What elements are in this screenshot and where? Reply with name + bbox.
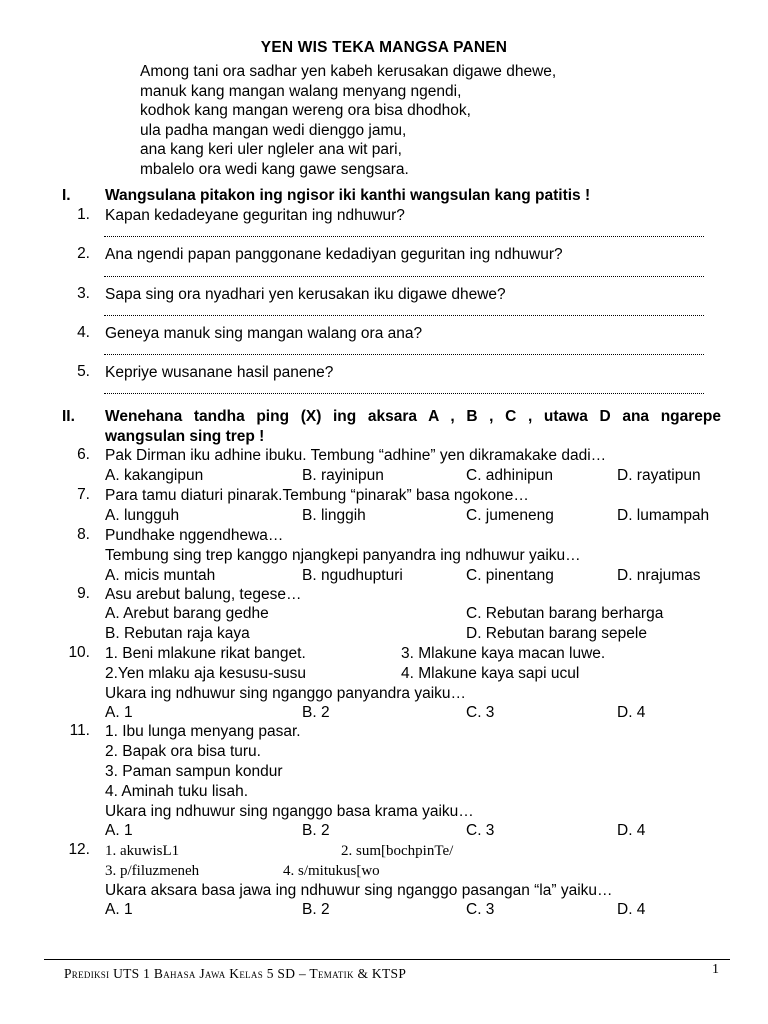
question-text: Ukara aksara basa jawa ing ndhuwur sing nganggo pasangan “la” yaiku… <box>105 882 613 899</box>
section-1-instruction: Wangsulana pitakon ing ngisor iki kanthi wangsulan kang patitis ! <box>105 187 591 204</box>
statement-item: 1. Beni mlakune rikat banget. <box>105 645 306 662</box>
option-b[interactable]: B. 2 <box>302 901 330 918</box>
question-text: Tembung sing trep kanggo njangkepi panyandra ing ndhuwur yaiku… <box>105 547 581 564</box>
option-c[interactable]: C. Rebutan barang berharga <box>466 605 664 622</box>
question-number: 5. <box>77 363 90 380</box>
question-number: 9. <box>77 585 90 602</box>
section-2-number: II. <box>62 408 75 425</box>
question-text: Pundhake nggendhewa… <box>105 527 284 544</box>
option-a[interactable]: A. 1 <box>105 822 133 839</box>
footer-text: Prediksi UTS 1 Bahasa Jawa Kelas 5 SD – Tematik & KTSP <box>64 966 407 981</box>
statement-item: 2.Yen mlaku aja kesusu-susu <box>105 665 307 682</box>
option-c[interactable]: C. 3 <box>466 901 495 918</box>
javanese-script-item: 1. akuwisL1 <box>105 843 180 859</box>
option-c[interactable]: C. 3 <box>466 822 495 839</box>
question-text: Sapa sing ora nyadhari yen kerusakan iku digawe dhewe? <box>105 286 506 303</box>
option-c[interactable]: C. jumeneng <box>466 507 554 524</box>
option-c[interactable]: C. pinentang <box>466 567 554 584</box>
question-text: Pak Dirman iku adhine ibuku. Tembung “adhine” yen dikramakake dadi… <box>105 447 607 464</box>
poem-line: mbalelo ora wedi kang gawe sengsara. <box>140 160 409 178</box>
option-c[interactable]: C. 3 <box>466 704 495 721</box>
option-d[interactable]: D. lumampah <box>617 507 710 524</box>
option-d[interactable]: D. 4 <box>617 901 646 918</box>
answer-line[interactable] <box>104 354 704 355</box>
question-text: Geneya manuk sing mangan walang ora ana? <box>105 325 423 342</box>
section-1-number: I. <box>62 187 71 204</box>
answer-line[interactable] <box>104 315 704 316</box>
page-title: YEN WIS TEKA MANGSA PANEN <box>260 39 508 56</box>
option-a[interactable]: A. 1 <box>105 901 133 918</box>
question-number: 2. <box>77 245 90 262</box>
page-number: 1 <box>712 962 719 977</box>
option-d[interactable]: D. 4 <box>617 822 646 839</box>
poem-line: Among tani ora sadhar yen kabeh kerusakan digawe dhewe, <box>140 63 557 80</box>
poem-line: ula padha mangan wedi dienggo jamu, <box>140 121 407 139</box>
poem-line: ana kang keri uler ngleler ana wit pari, <box>140 141 402 159</box>
option-a[interactable]: A. lungguh <box>105 507 180 524</box>
question-number: 12. <box>68 841 90 858</box>
question-text: Ukara ing ndhuwur sing nganggo basa krama yaiku… <box>105 803 474 820</box>
question-text: Kepriye wusanane hasil panene? <box>105 364 334 381</box>
option-b[interactable]: B. ngudhupturi <box>302 567 403 584</box>
option-d[interactable]: D. nrajumas <box>617 567 701 584</box>
section-2-instruction: Wenehana tandha ping (X) ing aksara A , B , C , utawa D ana ngarepe <box>105 408 721 425</box>
question-text: Asu arebut balung, tegese… <box>105 586 302 603</box>
javanese-script-item: 2. sum[bochpinTe/ <box>341 843 454 859</box>
option-d[interactable]: D. 4 <box>617 704 646 721</box>
question-number: 10. <box>68 644 90 661</box>
option-a[interactable]: A. Arebut barang gedhe <box>105 605 269 622</box>
question-text: Ukara ing ndhuwur sing nganggo panyandra yaiku… <box>105 685 467 702</box>
option-b[interactable]: B. linggih <box>302 507 366 524</box>
question-text: Para tamu diaturi pinarak.Tembung “pinarak” basa ngokone… <box>105 487 529 504</box>
option-a[interactable]: A. 1 <box>105 704 133 721</box>
option-b[interactable]: B. 2 <box>302 704 330 721</box>
question-number: 1. <box>77 206 90 223</box>
option-d[interactable]: D. rayatipun <box>617 467 701 484</box>
option-b[interactable]: B. rayinipun <box>302 467 384 484</box>
answer-line[interactable] <box>104 393 704 394</box>
option-a[interactable]: A. micis muntah <box>105 567 216 584</box>
statement-item: 2. Bapak ora bisa turu. <box>105 743 261 760</box>
question-number: 4. <box>77 324 90 341</box>
javanese-script-item: 3. p/filuzmeneh <box>105 863 200 879</box>
question-text: Kapan kedadeyane geguritan ing ndhuwur? <box>105 207 405 224</box>
answer-line[interactable] <box>104 236 704 237</box>
statement-item: 3. Mlakune kaya macan luwe. <box>401 645 606 662</box>
statement-item: 3. Paman sampun kondur <box>105 763 283 780</box>
statement-item: 1. Ibu lunga menyang pasar. <box>105 723 301 740</box>
option-d[interactable]: D. Rebutan barang sepele <box>466 625 647 642</box>
option-b[interactable]: B. Rebutan raja kaya <box>105 625 250 642</box>
question-number: 11. <box>69 722 90 739</box>
question-text: Ana ngendi papan panggonane kedadiyan geguritan ing ndhuwur? <box>105 246 563 263</box>
poem-line: manuk kang mangan walang menyang ngendi, <box>140 82 462 100</box>
section-2-instruction-cont: wangsulan sing trep ! <box>105 428 265 445</box>
question-number: 3. <box>77 285 90 302</box>
poem <box>140 62 556 180</box>
footer-divider <box>44 959 730 960</box>
option-b[interactable]: B. 2 <box>302 822 330 839</box>
question-number: 6. <box>77 446 90 463</box>
answer-line[interactable] <box>104 276 704 277</box>
statement-item: 4. Aminah tuku lisah. <box>105 783 249 800</box>
poem-line: kodhok kang mangan wereng ora bisa dhodhok, <box>140 102 471 120</box>
statement-item: 4. Mlakune kaya sapi ucul <box>401 665 580 682</box>
option-a[interactable]: A. kakangipun <box>105 467 204 484</box>
option-c[interactable]: C. adhinipun <box>466 467 554 484</box>
question-number: 7. <box>77 486 90 503</box>
javanese-script-item: 4. s/mitukus[wo <box>283 863 380 879</box>
question-number: 8. <box>77 526 90 543</box>
